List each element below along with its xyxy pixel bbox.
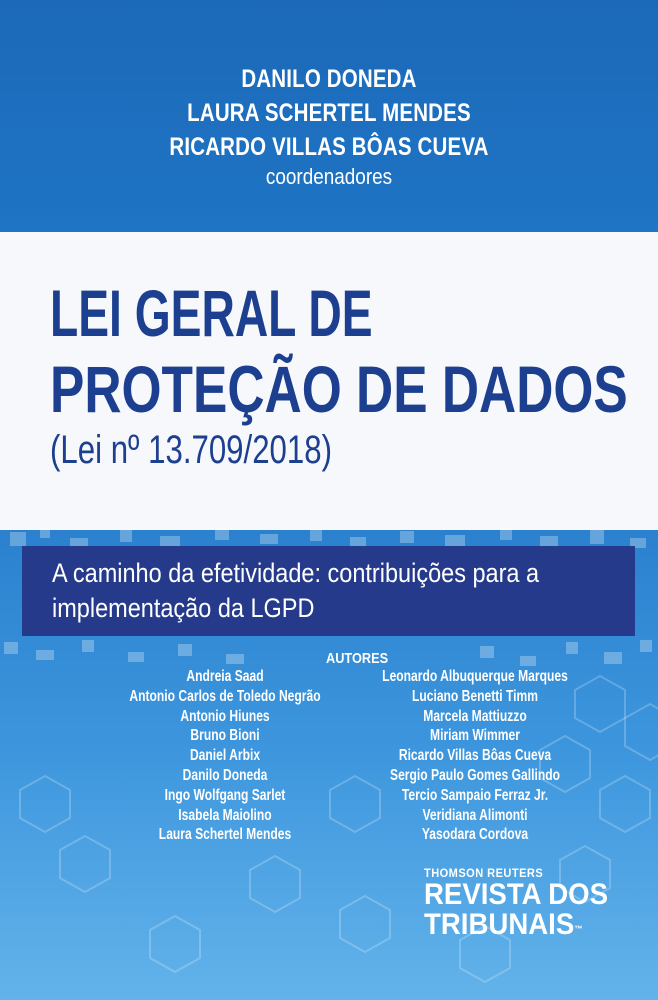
publisher-name-line-1: REVISTA DOS <box>424 878 609 911</box>
coordinators-block <box>0 62 658 190</box>
coordinator-name: DANILO DONEDA <box>241 65 417 93</box>
author-name: Daniel Arbix <box>189 747 261 765</box>
trademark-mark: ™ <box>574 924 583 934</box>
subtitle-box <box>22 546 635 636</box>
author-name: Ricardo Villas Bôas Cueva <box>398 747 552 765</box>
title-block <box>50 275 658 475</box>
author-name: Antonio Carlos de Toledo Negrão <box>129 687 321 705</box>
author-name: Veridiana Alimonti <box>422 806 528 824</box>
author-name: Sergio Paulo Gomes Gallindo <box>390 766 560 784</box>
author-name: Andreia Saad <box>186 668 264 685</box>
author-name: Yasodara Cordova <box>421 826 529 844</box>
coordinator-name: RICARDO VILLAS BÔAS CUEVA <box>169 133 489 161</box>
law-reference: (Lei nº 13.709/2018) <box>50 428 333 472</box>
author-name: Miriam Wimmer <box>430 727 520 745</box>
book-title-line-2: PROTEÇÃO DE DADOS <box>50 352 628 426</box>
author-name: Antonio Hiunes <box>180 707 270 725</box>
subtitle-line-1: A caminho da efetividade: contribuições para a <box>52 558 540 588</box>
book-title-line-1: LEI GERAL DE <box>50 276 373 350</box>
coordinator-name: LAURA SCHERTEL MENDES <box>187 99 471 127</box>
author-name: Danilo Doneda <box>182 766 268 784</box>
coordinators-role: coordenadores <box>265 164 393 189</box>
author-name: Laura Schertel Mendes <box>158 826 292 844</box>
publisher-parent: THOMSON REUTERS <box>424 866 544 880</box>
publisher-logo <box>424 866 624 940</box>
author-name: Bruno Bioni <box>190 727 260 745</box>
publisher-name-line-2-text: TRIBUNAIS <box>424 908 575 941</box>
author-name: Tercio Sampaio Ferraz Jr. <box>401 786 549 804</box>
publisher-name-line-2 <box>424 910 608 940</box>
author-name: Ingo Wolfgang Sarlet <box>164 786 286 804</box>
author-name: Leonardo Albuquerque Marques <box>382 668 568 685</box>
author-name: Marcela Mattiuzzo <box>423 707 527 725</box>
subtitle-line-2: implementação da LGPD <box>52 593 315 623</box>
author-name: Luciano Benetti Timm <box>411 687 539 705</box>
authors-column-right <box>300 667 650 845</box>
author-name: Isabela Maiolino <box>178 806 272 824</box>
authors-heading: AUTORES <box>326 650 389 667</box>
